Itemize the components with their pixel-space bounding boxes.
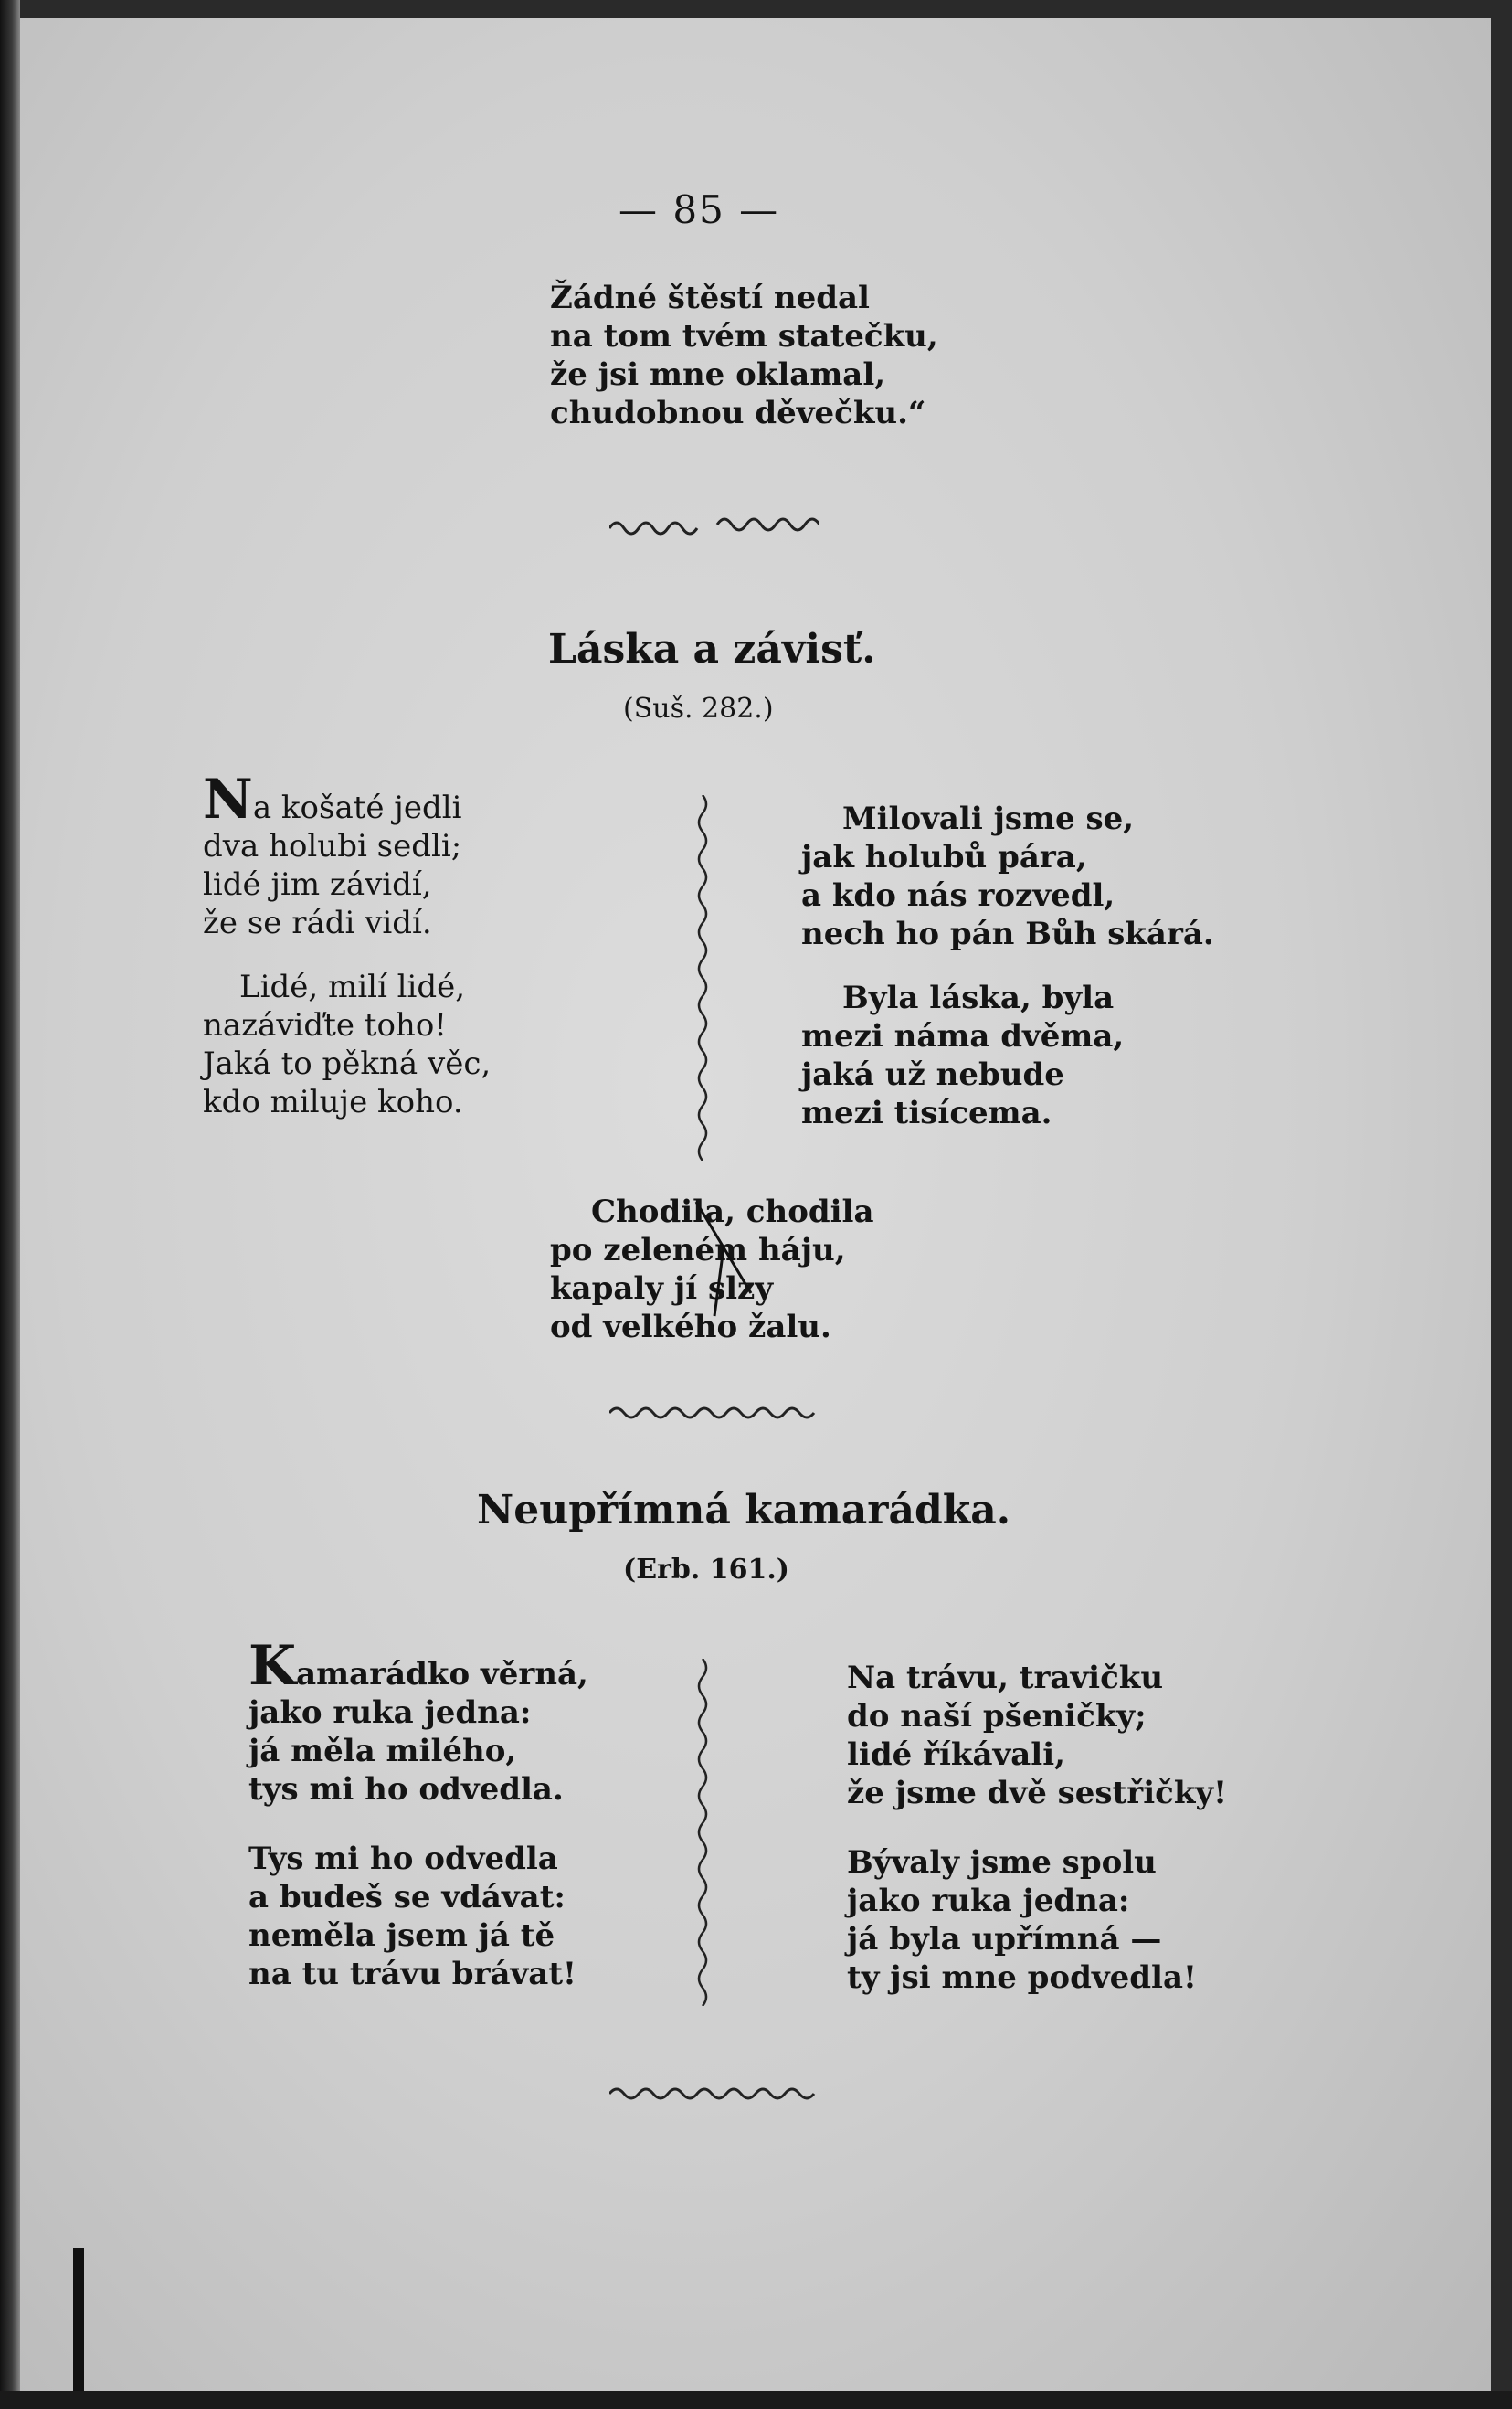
ornamental-divider [609, 512, 819, 536]
verse-line: že se rádi vidí. [203, 905, 432, 941]
page-bottom-border [0, 2391, 1512, 2409]
column-separator-brace [692, 1659, 714, 2006]
verse-line: amarádko věrná, [296, 1656, 588, 1693]
verse-line: nazáviďte toho! [203, 1007, 447, 1044]
verse-line: já měla milého, [248, 1733, 517, 1769]
verse-line: já byla upřímná — [847, 1921, 1162, 1958]
verse-line: po zeleném háju, [550, 1232, 846, 1268]
verse-line: Tys mi ho odvedla [248, 1841, 558, 1877]
handwritten-strike-mark [687, 1193, 760, 1324]
verse-line: mezi náma dvěma, [801, 1018, 1125, 1055]
verse-line: Lidé, milí lidé, [239, 969, 466, 1005]
verse-line: dva holubi sedli; [203, 828, 462, 865]
verse-line: Jaká to pěkná věc, [203, 1045, 492, 1082]
verse-line: a budeš se vdávat: [248, 1879, 566, 1916]
verse-line: mezi tisícema. [801, 1095, 1052, 1131]
verse-line: jako ruka jedna: [248, 1694, 532, 1731]
verse-line: od velkého žalu. [550, 1309, 831, 1345]
verse-line: lidé jim závidí, [203, 866, 432, 903]
column-separator-brace [692, 795, 714, 1161]
binding-mark [73, 2248, 84, 2394]
verse-line: Milovali jsme se, [842, 801, 1135, 837]
verse-line: neměla jsem já tě [248, 1917, 555, 1954]
verse-line: a kdo nás rozvedl, [801, 877, 1115, 914]
verse-line: kdo miluje koho. [203, 1084, 463, 1120]
intro-line: že jsi mne oklamal, [550, 356, 886, 393]
verse-line: Bývaly jsme spolu [847, 1844, 1157, 1881]
verse-line: ty jsi mne podvedla! [847, 1959, 1197, 1996]
dropcap: K [248, 1634, 297, 1698]
verse-line: jak holubů pára, [801, 839, 1087, 876]
poem1-right-column [801, 800, 1214, 1132]
poem2-left-column [248, 1634, 588, 1993]
intro-line: Žádné štěstí nedal [550, 280, 870, 316]
poem1-title: Láska a závisť. [548, 626, 876, 673]
book-page [20, 18, 1491, 2394]
verse-line: tys mi ho odvedla. [248, 1771, 564, 1808]
poem1-left-column [203, 768, 492, 1121]
dropcap: N [203, 768, 253, 832]
poem2-title: Neupřímná kamarádka. [477, 1487, 1011, 1533]
verse-line: nech ho pán Bůh skárá. [801, 916, 1214, 952]
verse-line: Na trávu, travičku [847, 1660, 1164, 1696]
page-number: — 85 — [619, 187, 780, 232]
intro-stanza [550, 279, 938, 432]
poem2-source: (Erb. 161.) [623, 1554, 789, 1586]
verse-line: jako ruka jedna: [847, 1883, 1130, 1919]
poem1-source: (Suš. 282.) [623, 693, 774, 725]
verse-line: jaká už nebude [801, 1056, 1064, 1093]
page-left-edge-shadow [0, 0, 20, 2409]
verse-line: že jsme dvě sestřičky! [847, 1775, 1228, 1811]
verse-line: kapaly jí slzy [550, 1270, 774, 1307]
intro-line: na tom tvém statečku, [550, 318, 938, 355]
intro-line: chudobnou děvečku.“ [550, 395, 926, 431]
verse-line: Byla láska, byla [842, 980, 1115, 1016]
poem2-right-column [847, 1659, 1227, 1997]
verse-line: a košaté jedli [252, 790, 462, 826]
verse-line: Chodila, chodila [591, 1194, 874, 1230]
ornamental-divider [609, 2079, 819, 2103]
verse-line: na tu trávu brávat! [248, 1956, 576, 1992]
verse-line: do naší pšeničky; [847, 1698, 1147, 1735]
verse-line: lidé říkávali, [847, 1736, 1065, 1773]
ornamental-divider [609, 1398, 819, 1422]
